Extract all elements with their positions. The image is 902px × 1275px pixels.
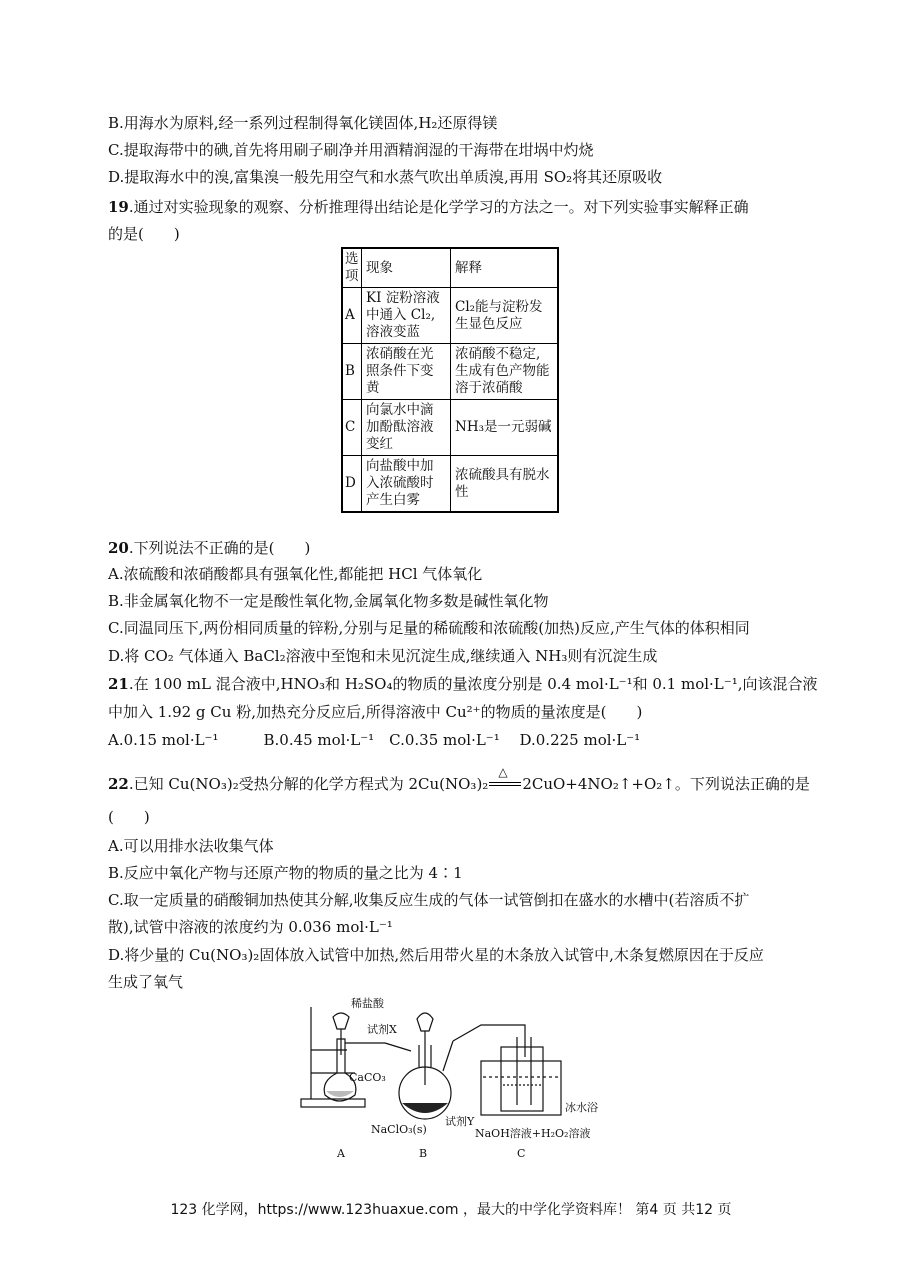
ice-bath xyxy=(481,1061,561,1115)
table-header-cell: 选项 xyxy=(342,248,362,288)
option-line: B.反应中氧化产物与还原产物的物质的量之比为 4∶1 xyxy=(108,864,463,882)
table-row xyxy=(342,400,558,456)
question-21-stem xyxy=(108,673,817,695)
ice-bath-label: 冰水浴 xyxy=(565,1101,598,1114)
equal-line xyxy=(489,785,521,786)
question-text: .在 100 mL 混合液中,HNO₃和 H₂SO₄的物质的量浓度分别是 0.4 mol·L⁻¹和 0.1 mol·L⁻¹,向该混合液 xyxy=(128,675,818,693)
table-cell: 向氯水中滴加酚酞溶液变红 xyxy=(362,400,451,456)
option-line: 生成了氧气 xyxy=(108,973,184,991)
question-20-stem xyxy=(108,537,310,559)
question-text: .通过对实验现象的观察、分析推理得出结论是化学学习的方法之一。对下列实验事实解释正确 xyxy=(128,198,749,216)
page-footer: 123 化学网，https://www.123huaxue.com ，最大的中学化学资料库！ 第4 页 共12 页 xyxy=(170,1202,732,1218)
apparatus-c-label: C xyxy=(517,1147,526,1160)
table-cell: 浓硝酸在光照条件下变黄 xyxy=(362,344,451,400)
heating-condition xyxy=(488,765,522,795)
option-line: D.将 CO₂ 气体通入 BaCl₂溶液中至饱和未见沉淀生成,继续通入 NH₃则有沉淀生成 xyxy=(108,647,658,665)
question-text-line: ( ) xyxy=(108,808,150,826)
table-cell: D xyxy=(342,456,362,513)
table-header-cell: 现象 xyxy=(362,248,451,288)
naoh-label: NaOH溶液+H₂O₂溶液 xyxy=(475,1127,591,1140)
experiment-table xyxy=(341,247,559,513)
option-line: A.可以用排水法收集气体 xyxy=(108,837,274,855)
question-number: 20 xyxy=(108,539,129,557)
heat-symbol: △ xyxy=(498,765,508,779)
flask-b-side-neck xyxy=(443,1041,453,1071)
dilute-hcl-label: 稀盐酸 xyxy=(351,997,384,1010)
table-cell: 浓硫酸具有脱水性 xyxy=(451,456,559,513)
option-line: C.同温同压下,两份相同质量的锌粉,分别与足量的稀硫酸和浓硫酸(加热)反应,产生气体的体积相同 xyxy=(108,619,750,637)
option-line: A.浓硫酸和浓硝酸都具有强氧化性,都能把 HCl 气体氧化 xyxy=(108,565,483,583)
gas-bottle-c xyxy=(501,1047,543,1111)
question-text-line: 的是( ) xyxy=(108,225,180,243)
table-cell: A xyxy=(342,288,362,344)
caco3-label: CaCO₃ xyxy=(349,1071,386,1084)
table-cell: NH₃是一元弱碱 xyxy=(451,400,559,456)
naclo3-label: NaClO₃(s) xyxy=(371,1123,427,1136)
reagent-y-label: 试剂Y xyxy=(445,1115,475,1128)
option-line: C.取一定质量的硝酸铜加热使其分解,收集反应生成的气体一试管倒扣在盛水的水槽中(若溶质不扩 xyxy=(108,891,750,909)
option-line: 散),试管中溶液的浓度约为 0.036 mol·L⁻¹ xyxy=(108,918,393,936)
funnel-x xyxy=(417,1013,433,1031)
flask-a-liquid xyxy=(326,1091,354,1097)
option-line: B.非金属氧化物不一定是酸性氧化物,金属氧化物多数是碱性氧化物 xyxy=(108,592,549,610)
apparatus-b-label: B xyxy=(419,1147,428,1160)
option-line: A.0.15 mol·L⁻¹ B.0.45 mol·L⁻¹ C.0.35 mol·L⁻¹ D.0.225 mol·L⁻¹ xyxy=(108,731,641,749)
option-line: B.用海水为原料,经一系列过程制得氧化镁固体,H₂还原得镁 xyxy=(108,114,498,132)
apparatus-figure xyxy=(295,995,625,1165)
table-header-row xyxy=(342,248,558,288)
funnel-a xyxy=(333,1013,349,1029)
table-row xyxy=(342,344,558,400)
option-line: D.提取海水中的溴,富集溴一般先用空气和水蒸气吹出单质溴,再用 SO₂将其还原吸收 xyxy=(108,168,663,186)
table-row xyxy=(342,456,558,513)
tube-ab xyxy=(385,1043,411,1051)
question-text: 2CuO+4NO₂↑+O₂↑。下列说法正确的是 xyxy=(522,775,810,793)
table-cell: 浓硝酸不稳定,生成有色产物能溶于浓硝酸 xyxy=(451,344,559,400)
table-cell: C xyxy=(342,400,362,456)
question-number: 19 xyxy=(108,198,129,216)
tube-bc xyxy=(453,1025,525,1057)
question-number: 22 xyxy=(108,775,129,793)
question-19-stem xyxy=(108,196,749,218)
question-text: .下列说法不正确的是( ) xyxy=(128,539,311,557)
table-cell: Cl₂能与淀粉发生显色反应 xyxy=(451,288,559,344)
flask-b-solid xyxy=(402,1103,448,1113)
table-cell: KI 淀粉溶液中通入 Cl₂,溶液变蓝 xyxy=(362,288,451,344)
table-cell: 向盐酸中加入浓硫酸时产生白雾 xyxy=(362,456,451,513)
question-22-stem xyxy=(108,765,810,795)
option-line: D.将少量的 Cu(NO₃)₂固体放入试管中加热,然后用带火星的木条放入试管中,木条复燃原因在于反应 xyxy=(108,946,764,964)
option-line: C.提取海带中的碘,首先将用刷子刷净并用酒精润湿的干海带在坩埚中灼烧 xyxy=(108,141,594,159)
table-cell: B xyxy=(342,344,362,400)
question-number: 21 xyxy=(108,675,129,693)
equal-line xyxy=(489,782,521,783)
question-text-line: 中加入 1.92 g Cu 粉,加热充分反应后,所得溶液中 Cu²⁺的物质的量浓度是( ) xyxy=(108,703,643,721)
table-header-cell: 解释 xyxy=(451,248,559,288)
reagent-x-label: 试剂X xyxy=(367,1023,397,1036)
table-row xyxy=(342,288,558,344)
apparatus-a-label: A xyxy=(337,1147,345,1160)
question-text: .已知 Cu(NO₃)₂受热分解的化学方程式为 2Cu(NO₃)₂ xyxy=(128,775,489,793)
